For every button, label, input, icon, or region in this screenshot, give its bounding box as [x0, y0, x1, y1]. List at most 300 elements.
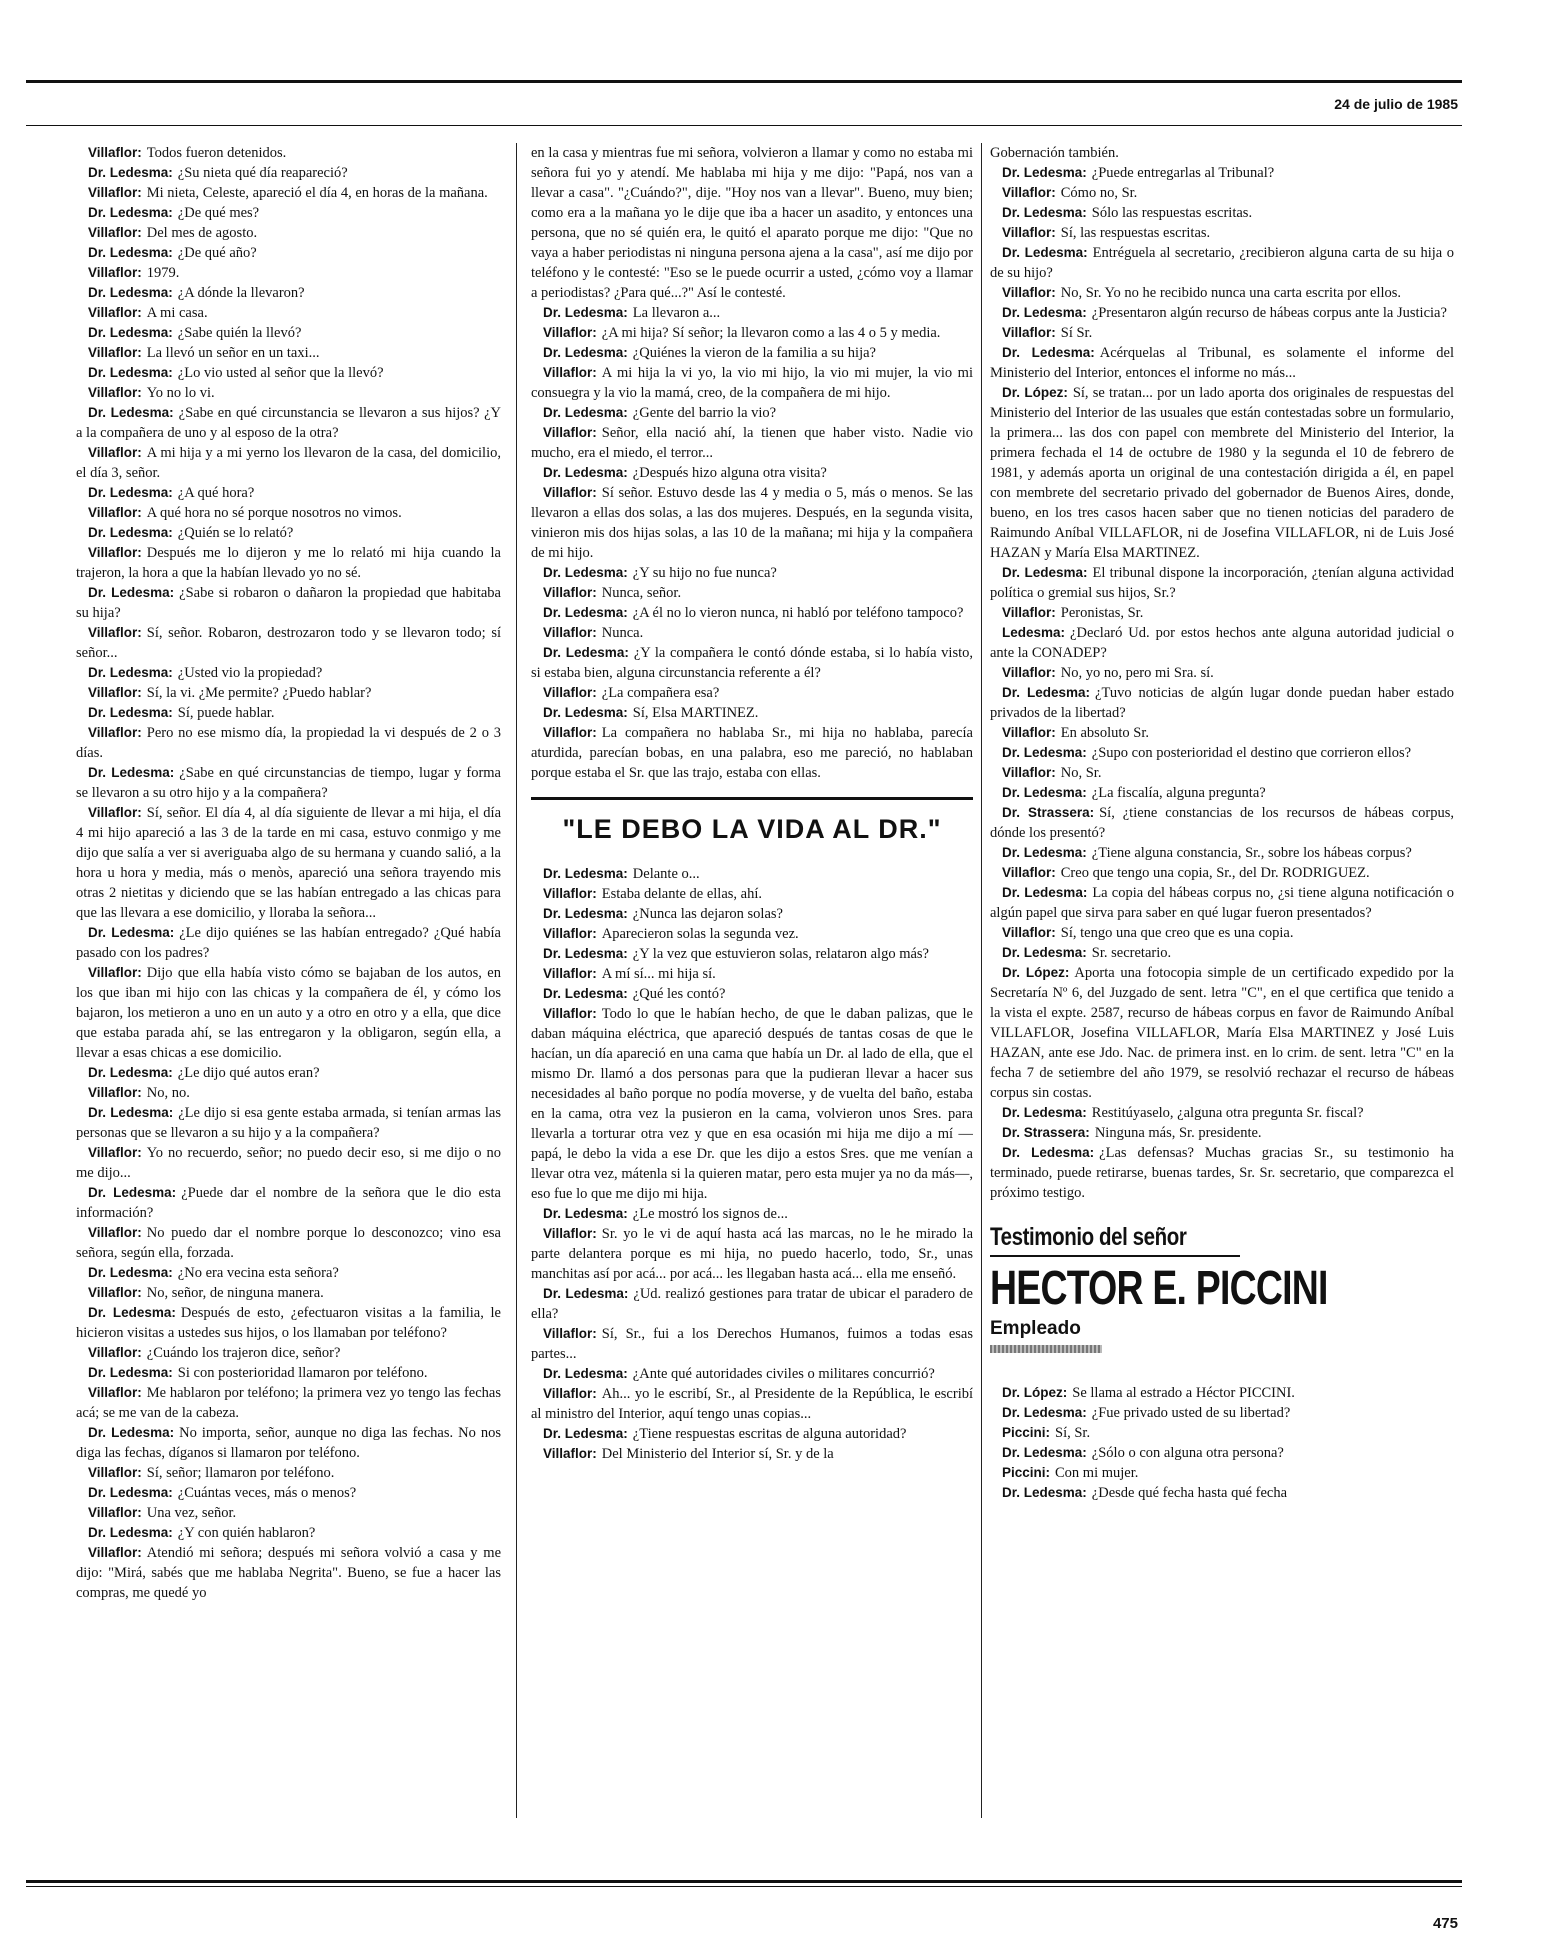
speaker-label: Villaflor:: [543, 365, 597, 380]
speaker-label: Dr. Ledesma:: [88, 1265, 173, 1280]
speech-text: Entréguela al secretario, ¿recibieron alguna carta de su hija o de su hijo?: [990, 245, 1454, 281]
speaker-label: Dr. López:: [1002, 965, 1070, 980]
speech-text: ¿Ante qué autoridades civiles o militares concurrió?: [632, 1366, 935, 1382]
speaker-label: Dr. Ledesma:: [88, 1425, 175, 1440]
speech-text: ¿Tiene respuestas escritas de alguna autoridad?: [632, 1426, 907, 1442]
speaker-label: Villaflor:: [543, 1006, 597, 1021]
speech-text: ¿Supo con posterioridad el destino que corrieron ellos?: [1091, 745, 1412, 761]
dialogue-line: [531, 1424, 973, 1444]
speaker-label: Dr. Ledesma:: [1002, 345, 1095, 360]
dialogue-line: [531, 1444, 973, 1464]
speech-text: Sí señor. Estuvo desde las 4 y media o 5, más o menos. Se las llevaron a ellas dos solas, a las dos mujeres. Después, en la segunda visita, vinieron mis dos hijas solas, a las 10 de la mañana; mi hija y la compañera de mi hijo.: [531, 485, 973, 561]
speaker-label: Villaflor:: [1002, 605, 1056, 620]
speech-text: ¿La compañera esa?: [601, 685, 720, 701]
dialogue-block-3b: [990, 1383, 1454, 1503]
dialogue-line: [990, 723, 1454, 743]
dialogue-line: [531, 583, 973, 603]
dialogue-line: [76, 403, 501, 443]
speaker-label: Villaflor:: [88, 1085, 142, 1100]
speaker-label: Villaflor:: [88, 545, 142, 560]
dialogue-line: [76, 1383, 501, 1423]
dialogue-line: [990, 343, 1454, 383]
speaker-label: Villaflor:: [88, 685, 142, 700]
speech-text: No, Sr.: [1060, 765, 1102, 781]
speech-text: ¿La fiscalía, alguna pregunta?: [1091, 785, 1266, 801]
speech-text: ¿Sólo o con alguna otra persona?: [1091, 1445, 1284, 1461]
dialogue-block-3: [990, 143, 1454, 1203]
speaker-label: Dr. Ledesma:: [88, 1525, 173, 1540]
speaker-label: Dr. Ledesma:: [1002, 245, 1088, 260]
dialogue-line: [990, 1403, 1454, 1423]
dialogue-line: [76, 1463, 501, 1483]
speech-text: Sí, puede hablar.: [177, 705, 275, 721]
article-column-3: [990, 143, 1454, 1843]
speech-text: A qué hora no sé porque nosotros no vimos.: [146, 505, 402, 521]
speech-text: Ninguna más, Sr. presidente.: [1094, 1125, 1262, 1141]
speaker-label: Dr. López:: [1002, 1385, 1068, 1400]
dialogue-line: [531, 1204, 973, 1224]
speech-text: ¿Lo vio usted al señor que la llevó?: [177, 365, 384, 381]
speaker-label: Dr. Ledesma:: [88, 585, 175, 600]
dialogue-line: [990, 143, 1454, 163]
dialogue-line: [990, 743, 1454, 763]
speech-text: A mi hija y a mi yerno los llevaron de la casa, del domicilio, el día 3, señor.: [76, 445, 501, 481]
dialogue-line: [990, 563, 1454, 603]
speech-text: Sí, Sr., fui a los Derechos Humanos, fuimos a todas esas partes...: [531, 1326, 973, 1362]
speech-text: Pero no ese mismo día, la propiedad la vi después de 2 o 3 días.: [76, 725, 501, 761]
dialogue-line: [76, 1363, 501, 1383]
dialogue-line: [990, 803, 1454, 843]
speech-text: Sí Sr.: [1060, 325, 1093, 341]
dialogue-line: [76, 683, 501, 703]
speaker-label: Villaflor:: [543, 1446, 597, 1461]
speaker-label: Villaflor:: [1002, 665, 1056, 680]
dialogue-line: [76, 323, 501, 343]
dialogue-line: [76, 163, 501, 183]
speaker-label: Dr. Ledesma:: [543, 405, 628, 420]
dialogue-line: [76, 1423, 501, 1463]
dialogue-line: [531, 1364, 973, 1384]
bottom-rule-thin: [26, 1886, 1462, 1887]
dialogue-block-1: [76, 143, 501, 1603]
testimony-rule: [990, 1255, 1240, 1257]
dialogue-line: [76, 723, 501, 763]
speech-text: Si con posterioridad llamaron por teléfono.: [177, 1365, 428, 1381]
dialogue-line: [990, 1483, 1454, 1503]
speaker-label: Villaflor:: [1002, 725, 1056, 740]
speech-text: Sr. yo le vi de aquí hasta acá las marcas, no le he mirado la parte delantera porque es mi hija, no puedo hacerlo, todo, Sr., unas manchitas así por acá... por acá... les llegaban hasta acá... ella me enseñó.: [531, 1226, 973, 1282]
speaker-label: Dr. Ledesma:: [1002, 945, 1087, 960]
speaker-label: Villaflor:: [1002, 185, 1056, 200]
dialogue-line: [76, 523, 501, 543]
speech-text: Acérquelas al Tribunal, es solamente el informe del Ministerio del Interior, entonces el informe no más...: [990, 345, 1454, 381]
speaker-label: Villaflor:: [543, 685, 597, 700]
speech-text: Del mes de agosto.: [146, 225, 258, 241]
dialogue-line: [990, 163, 1454, 183]
dialogue-line: [76, 503, 501, 523]
speaker-label: Villaflor:: [88, 625, 142, 640]
dialogue-line: [990, 783, 1454, 803]
dialogue-line: [76, 1063, 501, 1083]
speaker-label: Villaflor:: [1002, 925, 1056, 940]
dialogue-block-2b: [531, 864, 973, 1464]
dialogue-line: [990, 923, 1454, 943]
dialogue-line: [531, 563, 973, 583]
speech-text: ¿Le dijo si esa gente estaba armada, si tenían armas las personas que se llevaron a su hijo y a la compañera?: [76, 1105, 501, 1141]
speech-text: ¿Y su hijo no fue nunca?: [632, 565, 777, 581]
speech-text: ¿Puede entregarlas al Tribunal?: [1091, 165, 1275, 181]
speech-text: ¿De qué mes?: [177, 205, 260, 221]
speaker-label: Dr. Ledesma:: [88, 405, 174, 420]
dialogue-line: [76, 203, 501, 223]
speech-text: Sólo las respuestas escritas.: [1091, 205, 1253, 221]
dialogue-line: [76, 1263, 501, 1283]
speaker-label: Dr. Ledesma:: [88, 1365, 173, 1380]
speech-text: Sí, se tratan... por un lado aporta dos originales de respuestas del Ministerio del Interior de las usuales que están contestadas sobre un formulario, la primera... las dos con papel con membrete del Ministerio del Interior, la primera fechada el 14 de octubre de 1980 y la segunda el 10 de febrero de 1981, y además aporta un original de una contestación dirigida a él, en papel con membrete del secretario privado del gobernador de Buenos Aires, donde, bueno, en los tres casos hacen saber que no tienen noticias del paradero de Raimundo Aníbal VILLAFLOR, ni de Josefina VILLAFLOR, ni de Luis José HAZAN y María Elsa MARTINEZ.: [990, 385, 1454, 561]
speech-text: Atendió mi señora; después mi señora volvió a casa y me dijo: "Mirá, sabés que me hablaba Negrita". Bueno, se fue a hacer las compras, me quedé yo: [76, 1545, 501, 1601]
speaker-label: Villaflor:: [1002, 285, 1056, 300]
speech-text: Sí, la vi. ¿Me permite? ¿Puedo hablar?: [146, 685, 372, 701]
dialogue-line: [531, 483, 973, 563]
speech-text: ¿Y con quién hablaron?: [177, 1525, 316, 1541]
dialogue-line: [76, 383, 501, 403]
speech-text: ¿Las defensas? Muchas gracias Sr., su testimonio ha terminado, puede retirarse, buenas tardes, Sr. Sr. secretario, que comparezca el próximo testigo.: [990, 1145, 1454, 1201]
dialogue-line: [531, 1384, 973, 1424]
speech-text: A mi casa.: [146, 305, 208, 321]
dialogue-line: [76, 1303, 501, 1343]
speaker-label: Dr. Ledesma:: [543, 705, 628, 720]
dialogue-line: [990, 283, 1454, 303]
speaker-label: Villaflor:: [1002, 325, 1056, 340]
speaker-label: Villaflor:: [88, 225, 142, 240]
speaker-label: Villaflor:: [88, 965, 142, 980]
speaker-label: Dr. Ledesma:: [543, 305, 628, 320]
dialogue-line: [531, 964, 973, 984]
speech-text: A mi hija la vi yo, la vio mi hijo, la vio mi mujer, la vio mi consuegra y la vio la mamá, creo, de la compañera de mi hijo.: [531, 365, 973, 401]
speech-text: ¿Nunca las dejaron solas?: [632, 906, 783, 922]
speech-text: Aporta una fotocopia simple de un certificado expedido por la Secretaría Nº 6, del Juzgado de sent. letra "C", en el que certifica que tenido a la vista el expte. 2587, recurso de hábeas corpus en favor de Raimundo Aníbal VILLAFLOR, Josefina VILLAFLOR, María Elsa MARTINEZ y José Luis HAZAN, ante ese Jdo. Nac. de primera inst. en lo crim. de sent. letra "C" en la fecha 7 de setiembre del año 1979, se resolvió rechazar el recurso de hábeas corpus sin costas.: [990, 965, 1454, 1101]
speaker-label: Dr. Ledesma:: [543, 1366, 628, 1381]
speaker-label: Villaflor:: [88, 725, 142, 740]
speaker-label: Villaflor:: [543, 325, 597, 340]
dialogue-line: [531, 984, 973, 1004]
dialogue-line: [990, 223, 1454, 243]
speech-text: Sí, señor; llamaron por teléfono.: [146, 1465, 335, 1481]
speaker-label: Dr. Ledesma:: [543, 906, 628, 921]
dialogue-line: [990, 1423, 1454, 1443]
dialogue-line: [76, 483, 501, 503]
speech-text: Sí, ¿tiene constancias de los recursos de hábeas corpus, dónde los presentó?: [990, 805, 1454, 841]
speaker-label: Villaflor:: [88, 145, 142, 160]
dialogue-line: [531, 944, 973, 964]
page-number: 475: [1432, 1915, 1458, 1932]
dialogue-line: [76, 1143, 501, 1183]
speaker-label: Dr. Ledesma:: [88, 705, 173, 720]
speaker-label: Dr. Ledesma:: [543, 1206, 628, 1221]
speech-text: ¿A qué hora?: [177, 485, 255, 501]
speaker-label: Dr. Ledesma:: [1002, 165, 1087, 180]
bottom-rule-thick: [26, 1880, 1462, 1883]
speaker-label: Dr. Ledesma:: [1002, 1145, 1095, 1160]
dialogue-block-2: [531, 143, 973, 783]
dialogue-line: [531, 1284, 973, 1324]
speaker-label: Dr. Ledesma:: [1002, 1485, 1087, 1500]
dialogue-line: [76, 663, 501, 683]
dialogue-line: [531, 924, 973, 944]
speech-text: Señor, ella nació ahí, la tienen que haber visto. Nadie vio mucho, era el miedo, el terror...: [531, 425, 973, 461]
speaker-label: Dr. Strassera:: [1002, 1125, 1090, 1140]
speech-text: A mí sí... mi hija sí.: [601, 966, 716, 982]
speaker-label: Dr. Ledesma:: [543, 1286, 629, 1301]
dialogue-line: [990, 763, 1454, 783]
speaker-label: Villaflor:: [88, 385, 142, 400]
dialogue-line: [990, 303, 1454, 323]
speech-text: ¿Declaró Ud. por estos hechos ante alguna autoridad judicial o ante la CONADEP?: [990, 625, 1454, 661]
speaker-label: Dr. Ledesma:: [543, 465, 628, 480]
dialogue-line: [990, 1443, 1454, 1463]
speech-text: Se llama al estrado a Héctor PICCINI.: [1072, 1385, 1295, 1401]
speaker-label: Dr. Ledesma:: [1002, 785, 1087, 800]
speech-text: Cómo no, Sr.: [1060, 185, 1138, 201]
speaker-label: Ledesma:: [1002, 625, 1066, 640]
speech-text: en la casa y mientras fue mi señora, volvieron a llamar y como no estaba mi señora fui yo y atendí. Me hablaba mi hija y me dijo: "Papá, nos van a llevar a casa". "¿Cuándo?", dije. "Hoy nos van a llevar". Bueno, muy bien; como era a la mañana yo le dije que iba a hacer un asadito, y entonces una persona, que no sé quién era, le quitó el aparato porque me dijo: "Que no vaya a haber periodistas ni ninguna persona ajena a la casa", así me dijo por teléfono y le contesté: "Eso se le puede ocurrir a usted, ¿cómo voy a llamar a periodistas? ¿Para qué...?" Así le contesté.: [531, 145, 973, 301]
decorative-bar: [990, 1345, 1102, 1353]
speech-text: ¿Sabe en qué circunstancia se llevaron a sus hijos? ¿Y a la compañera de uno y al esposo de la otra?: [76, 405, 501, 441]
speech-text: ¿Y la compañera le contó dónde estaba, si lo había visto, si estaba bien, alguna circunstancia referente a él?: [531, 645, 973, 681]
speaker-label: Piccini:: [1002, 1465, 1051, 1480]
section-headline: "LE DEBO LA VIDA AL DR.": [531, 797, 973, 846]
speaker-label: Villaflor:: [88, 1345, 142, 1360]
speaker-label: Dr. Ledesma:: [88, 245, 173, 260]
speech-text: La llevaron a...: [632, 305, 721, 321]
speaker-label: Villaflor:: [543, 1386, 597, 1401]
speaker-label: Villaflor:: [543, 926, 597, 941]
speech-text: Mi nieta, Celeste, apareció el día 4, en horas de la mañana.: [146, 185, 488, 201]
dialogue-line: [76, 1483, 501, 1503]
speech-text: Del Ministerio del Interior sí, Sr. y de la: [601, 1446, 834, 1462]
dialogue-line: [990, 323, 1454, 343]
speech-text: Restitúyaselo, ¿alguna otra pregunta Sr. fiscal?: [1091, 1105, 1364, 1121]
speech-text: La copia del hábeas corpus no, ¿si tiene alguna notificación o algún papel que sirva para saber en qué lugar fueron presentados?: [990, 885, 1454, 921]
speech-text: ¿Su nieta qué día reapareció?: [177, 165, 348, 181]
issue-date: 24 de julio de 1985: [1334, 96, 1458, 112]
speech-text: Delante o...: [632, 866, 700, 882]
dialogue-line: [76, 1103, 501, 1143]
dialogue-line: [531, 403, 973, 423]
dialogue-line: [531, 423, 973, 463]
speech-text: Me hablaron por teléfono; la primera vez yo tengo las fechas acá; se me van de la cabeza.: [76, 1385, 501, 1421]
speaker-label: Dr. Ledesma:: [88, 1485, 173, 1500]
speaker-label: Villaflor:: [543, 1226, 597, 1241]
speech-text: ¿Tiene alguna constancia, Sr., sobre los hábeas corpus?: [1091, 845, 1412, 861]
speech-text: ¿A él no lo vieron nunca, ni habló por teléfono tampoco?: [632, 605, 964, 621]
dialogue-line: [531, 643, 973, 683]
speech-text: Sí, tengo una que creo que es una copia.: [1060, 925, 1294, 941]
dialogue-line: [990, 383, 1454, 563]
dialogue-line: [531, 463, 973, 483]
dialogue-line: [76, 1503, 501, 1523]
speaker-label: Dr. Ledesma:: [1002, 1405, 1087, 1420]
speaker-label: Villaflor:: [88, 1465, 142, 1480]
dialogue-line: [990, 683, 1454, 723]
dialogue-line: [990, 883, 1454, 923]
speech-text: ¿No era vecina esta señora?: [177, 1265, 339, 1281]
dialogue-line: [531, 723, 973, 783]
speech-text: Nunca, señor.: [601, 585, 682, 601]
speaker-label: Villaflor:: [543, 625, 597, 640]
dialogue-line: [531, 603, 973, 623]
dialogue-line: [76, 303, 501, 323]
dialogue-line: [76, 1283, 501, 1303]
speaker-label: Dr. Ledesma:: [88, 1185, 177, 1200]
dialogue-line: [531, 1224, 973, 1284]
speech-text: ¿Sabe quién la llevó?: [177, 325, 302, 341]
speaker-label: Dr. Ledesma:: [543, 345, 628, 360]
speaker-label: Villaflor:: [543, 585, 597, 600]
speech-text: La compañera no hablaba Sr., mi hija no hablaba, parecía aturdida, parecían bobas, en una palabra, eso me pareció, no hablaban porque estaba el Sr. que las trajo, estaba con ellas.: [531, 725, 973, 781]
dialogue-line: [990, 603, 1454, 623]
speech-text: Dijo que ella había visto cómo se bajaban de los autos, en los que iban mi hijo con las chicas y la compañera de él, y cómo los bajaron, los metieron a uno en un auto y a otro en otro y a ella, que dice que estaba parada ahí, se las entregaron y la obligaron, según ella, a llevar a esas chicas a ese domicilio.: [76, 965, 501, 1061]
speech-text: ¿De qué año?: [177, 245, 257, 261]
dialogue-line: [990, 1103, 1454, 1123]
speech-text: No, no.: [146, 1085, 190, 1101]
speech-text: Sí, señor. El día 4, al día siguiente de llevar a mi hija, el día 4 mi hijo apareció a las 3 de la tarde en mi casa, estuvo conmigo y me dijo que salía a ver si averiguaba algo de su hermana y cuando salió, a la hora u hora y media, más o menòs, apareció una señora trayendo mis otras 2 nietitas y diciendo que se las habían entregado a las chicas para que las llevara a ese domicilio, y lloraba la señora...: [76, 805, 501, 921]
speaker-label: Dr. Ledesma:: [543, 986, 628, 1001]
speaker-label: Dr. Ledesma:: [88, 285, 173, 300]
dialogue-line: [76, 263, 501, 283]
testimony-kicker: Testimonio del señor: [990, 1223, 1187, 1251]
speaker-label: Dr. Ledesma:: [543, 645, 629, 660]
speaker-label: Dr. Strassera:: [1002, 805, 1095, 820]
dialogue-line: [76, 1183, 501, 1223]
dialogue-line: [531, 323, 973, 343]
speech-text: Sr. secretario.: [1091, 945, 1172, 961]
speaker-label: Dr. Ledesma:: [88, 325, 173, 340]
dialogue-line: [990, 963, 1454, 1103]
witness-name: HECTOR E. PICCINI: [990, 1262, 1328, 1315]
speech-text: Después de esto, ¿efectuaron visitas a la familia, le hicieron visitas a ustedes sus hijos, o los llamaban por teléfono?: [76, 1305, 501, 1341]
speaker-label: Villaflor:: [88, 265, 142, 280]
speaker-label: Dr. Ledesma:: [1002, 305, 1087, 320]
speaker-label: Villaflor:: [88, 345, 142, 360]
dialogue-line: [76, 283, 501, 303]
speech-text: No, Sr. Yo no he recibido nunca una carta escrita por ellos.: [1060, 285, 1402, 301]
speech-text: ¿Quiénes la vieron de la familia a su hija?: [632, 345, 876, 361]
speech-text: ¿Ud. realizó gestiones para tratar de ubicar el paradero de ella?: [531, 1286, 973, 1322]
speaker-label: Villaflor:: [88, 305, 142, 320]
speech-text: En absoluto Sr.: [1060, 725, 1149, 741]
dialogue-line: [76, 223, 501, 243]
speaker-label: Villaflor:: [543, 1326, 597, 1341]
dialogue-line: [531, 904, 973, 924]
speech-text: Gobernación también.: [990, 145, 1119, 161]
speaker-label: Villaflor:: [88, 445, 142, 460]
speaker-label: Villaflor:: [88, 505, 142, 520]
speaker-label: Villaflor:: [1002, 225, 1056, 240]
dialogue-line: [531, 363, 973, 403]
speech-text: El tribunal dispone la incorporación, ¿tenían alguna actividad política o gremial sus hijos, Sr.?: [990, 565, 1454, 601]
speaker-label: Dr. Ledesma:: [543, 946, 628, 961]
dialogue-line: [76, 143, 501, 163]
speech-text: No, yo no, pero mi Sra. sí.: [1060, 665, 1214, 681]
speech-text: ¿A dónde la llevaron?: [177, 285, 305, 301]
dialogue-line: [531, 884, 973, 904]
dialogue-line: [990, 183, 1454, 203]
dialogue-line: [990, 863, 1454, 883]
speaker-label: Dr. Ledesma:: [1002, 1105, 1087, 1120]
dialogue-line: [990, 1123, 1454, 1143]
witness-role: Empleado: [990, 1318, 1081, 1339]
speaker-label: Dr. Ledesma:: [88, 485, 173, 500]
dialogue-line: [990, 623, 1454, 663]
dialogue-line: [990, 243, 1454, 283]
dialogue-line: [531, 683, 973, 703]
dialogue-line: [76, 243, 501, 263]
speech-text: Sí, las respuestas escritas.: [1060, 225, 1211, 241]
dialogue-line: [76, 1223, 501, 1263]
dialogue-line: [76, 923, 501, 963]
speech-text: ¿Y la vez que estuvieron solas, relataron algo más?: [632, 946, 929, 962]
speaker-label: Villaflor:: [543, 725, 597, 740]
column-divider-2: [981, 143, 982, 1818]
dialogue-line: [76, 1543, 501, 1603]
speech-text: Ah... yo le escribí, Sr., al Presidente de la República, le escribí al ministro del Interior, aquí tengo unas copias...: [531, 1386, 973, 1422]
speaker-label: Dr. Ledesma:: [88, 1065, 173, 1080]
speaker-label: Dr. Ledesma:: [1002, 685, 1091, 700]
speech-text: ¿Le dijo qué autos eran?: [177, 1065, 320, 1081]
dialogue-line: [531, 703, 973, 723]
dialogue-line: [76, 623, 501, 663]
speaker-label: Villaflor:: [88, 185, 142, 200]
dialogue-line: [990, 1383, 1454, 1403]
speaker-label: Villaflor:: [543, 886, 597, 901]
dialogue-line: [990, 1463, 1454, 1483]
speaker-label: Villaflor:: [88, 1285, 142, 1300]
speech-text: ¿Gente del barrio la vio?: [632, 405, 777, 421]
speech-text: Estaba delante de ellas, ahí.: [601, 886, 763, 902]
speaker-label: Villaflor:: [1002, 765, 1056, 780]
speaker-label: Dr. Ledesma:: [88, 925, 175, 940]
speaker-label: Dr. Ledesma:: [1002, 845, 1087, 860]
speech-text: ¿Puede dar el nombre de la señora que le dio esta información?: [76, 1185, 501, 1221]
dialogue-line: [76, 443, 501, 483]
article-column-1: [76, 143, 501, 1843]
speech-text: ¿Le mostró los signos de...: [632, 1206, 788, 1222]
speaker-label: Villaflor:: [88, 1385, 142, 1400]
speech-text: ¿Desde qué fecha hasta qué fecha: [1091, 1485, 1288, 1501]
speech-text: La llevó un señor en un taxi...: [146, 345, 320, 361]
speaker-label: Villaflor:: [88, 1545, 142, 1560]
speech-text: No puedo dar el nombre porque lo desconozco; vino esa señora, según ella, forzada.: [76, 1225, 501, 1261]
speaker-label: Villaflor:: [88, 805, 142, 820]
speech-text: Sí, señor. Robaron, destrozaron todo y se llevaron todo; sí señor...: [76, 625, 501, 661]
speaker-label: Villaflor:: [543, 966, 597, 981]
speech-text: Todo lo que le habían hecho, de que le daban palizas, que le daban máquina eléctrica, que apareció después de tantas cosas de que le hacían, un día apareció en una cama que había un Dr. al lado de ella, que el mismo Dr. llamó a dos personas para que la pudieran llevar a hacer sus necesidades al baño porque no podía moverse, y de vuelta del baño, estaba en la cama, otra vez la pusieron en la cama, volvieron unos Sres. para llevarla a torturar otra vez y que en esa ocasión mi hija me dijo a mí —papá, le debo la vida a ese Dr. que les dijo a estos Sres. que me venían a llevar otra vez, mátenla si la quieren matar, pero esta mujer ya no da más—, eso fue lo que me dijo mi hija.: [531, 1006, 973, 1202]
speaker-label: Dr. Ledesma:: [88, 1305, 176, 1320]
dialogue-line: [990, 203, 1454, 223]
speaker-label: Dr. Ledesma:: [88, 765, 175, 780]
speaker-label: Villaflor:: [88, 1225, 142, 1240]
speech-text: Sí, Sr.: [1055, 1425, 1091, 1441]
speech-text: Sí, Elsa MARTINEZ.: [632, 705, 759, 721]
speaker-label: Dr. Ledesma:: [543, 1426, 628, 1441]
speech-text: ¿Presentaron algún recurso de hábeas corpus ante la Justicia?: [1091, 305, 1447, 321]
dialogue-line: [76, 343, 501, 363]
speech-text: ¿Qué les contó?: [632, 986, 726, 1002]
speech-text: ¿A mi hija? Sí señor; la llevaron como a las 4 o 5 y media.: [601, 325, 941, 341]
top-rule-thin: [26, 125, 1462, 126]
speaker-label: Dr. Ledesma:: [1002, 745, 1087, 760]
